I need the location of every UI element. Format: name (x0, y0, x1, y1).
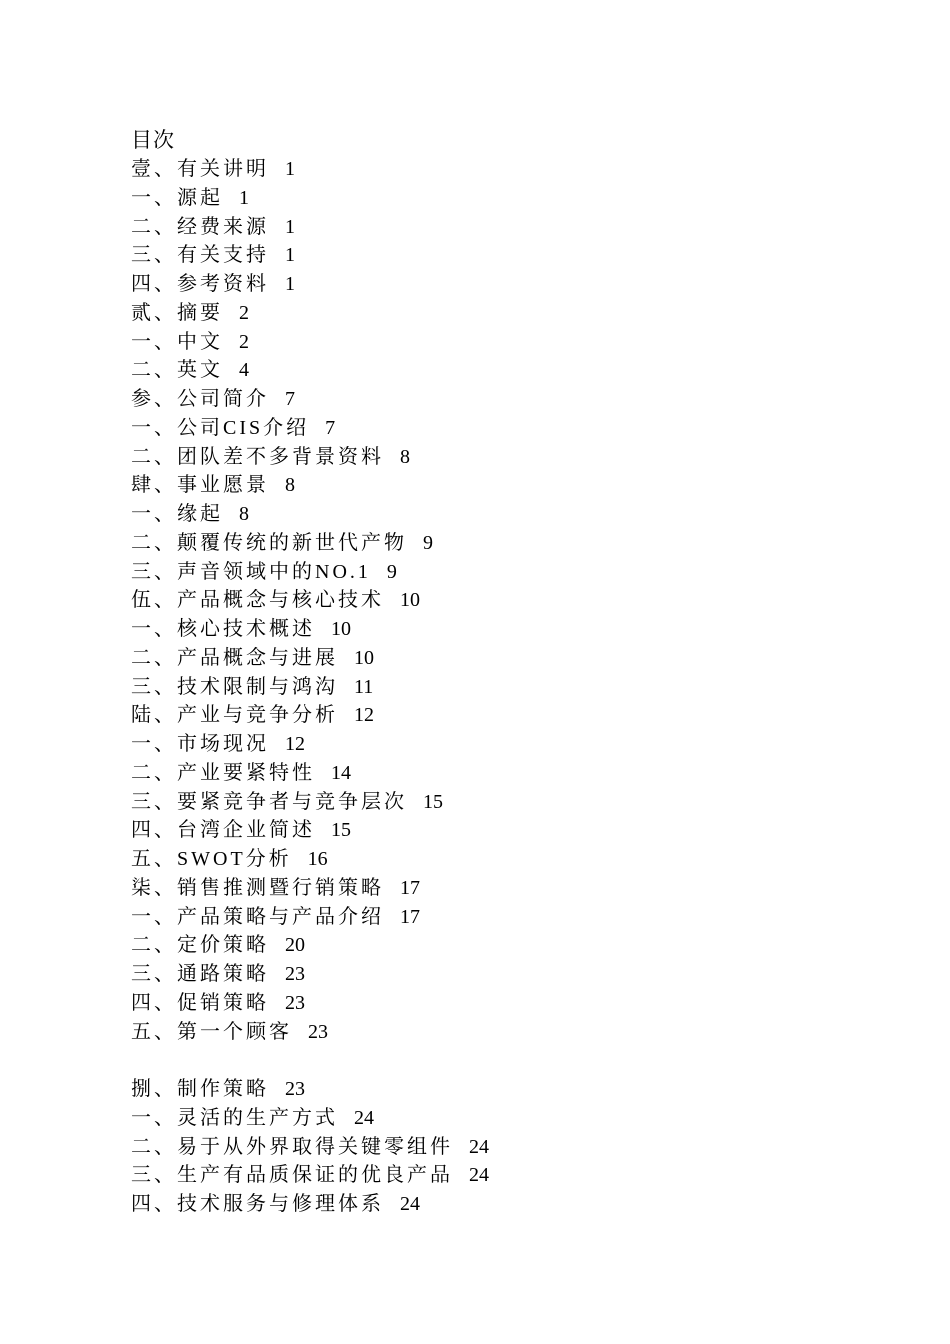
toc-entry-label: 陆、产业与竞争分析 (131, 704, 338, 727)
toc-entry (131, 989, 891, 1018)
toc-entry-label: 四、台湾企业简述 (131, 819, 315, 842)
toc-entry-spacer (315, 819, 331, 841)
toc-entry-spacer (292, 848, 308, 870)
toc-entry (131, 471, 891, 500)
toc-entry-page-number: 1 (285, 158, 295, 180)
toc-entry-label: 二、经费来源 (131, 215, 269, 238)
toc-entry (131, 1018, 891, 1047)
toc-entry-page-number: 24 (354, 1106, 374, 1129)
toc-entry-spacer (338, 704, 354, 726)
toc-entry-label: 四、技术服务与修理体系 (131, 1193, 384, 1215)
toc-entry-label: 二、英文 (131, 359, 223, 382)
toc-entry-spacer (269, 244, 285, 266)
toc-entry (131, 874, 891, 903)
toc-entry-label: 肆、事业愿景 (131, 474, 269, 497)
toc-entry (131, 558, 891, 587)
toc-entry (131, 673, 891, 702)
toc-entry-label: 一、中文 (131, 330, 223, 353)
toc-entry-spacer (371, 561, 387, 583)
toc-entry-page-number: 1 (239, 186, 249, 209)
toc-entry (131, 931, 891, 960)
toc-entries (131, 155, 891, 1219)
toc-entry-page-number: 9 (423, 531, 433, 554)
toc-entry (131, 328, 891, 357)
toc-entry (131, 903, 891, 932)
toc-entry-label: 三、生产有品质保证的优良产品 (131, 1164, 453, 1187)
toc-entry-page-number: 12 (285, 733, 305, 755)
toc-entry-page-number: 23 (285, 963, 305, 985)
toc-entry-spacer (223, 331, 239, 353)
toc-entry-label: 二、产品概念与进展 (131, 646, 338, 669)
toc-entry-page-number: 11 (354, 675, 374, 698)
toc-entry-spacer (338, 1107, 354, 1129)
toc-entry-label: 二、颠覆传统的新世代产物 (131, 531, 407, 554)
toc-entry-label: 一、灵活的生产方式 (131, 1106, 338, 1129)
toc-entry-spacer (269, 992, 285, 1014)
toc-entry-page-number: 2 (239, 301, 249, 324)
toc-entry-spacer (384, 877, 400, 899)
toc-entry (131, 759, 891, 788)
toc-entry-spacer (269, 733, 285, 755)
toc-entry-page-number: 10 (331, 618, 351, 640)
toc-entry-page-number: 10 (354, 646, 374, 669)
toc-entry (131, 270, 891, 299)
toc-entry (131, 1133, 891, 1162)
toc-entry-label: 三、声音领域中的NO.1 (131, 560, 371, 583)
toc-entry-label: 一、缘起 (131, 503, 223, 525)
toc-entry (131, 816, 891, 845)
toc-entry-label: 一、产品策略与产品介绍 (131, 905, 384, 928)
toc-entry-label: 三、通路策略 (131, 963, 269, 985)
toc-entry (131, 500, 891, 529)
toc-entry (131, 443, 891, 472)
toc-title: 目次 (131, 128, 175, 152)
table-of-contents (131, 126, 891, 1219)
toc-entry (131, 529, 891, 558)
toc-entry-spacer (315, 618, 331, 640)
toc-entry-label: 三、有关支持 (131, 244, 269, 267)
toc-entry-page-number: 24 (400, 1193, 420, 1215)
toc-entry-page-number: 4 (239, 359, 249, 382)
toc-entry-label: 二、易于从外界取得关键零组件 (131, 1135, 453, 1158)
toc-entry (131, 1161, 891, 1190)
toc-entry (131, 1075, 891, 1104)
toc-entry-spacer (269, 388, 285, 410)
toc-entry-label: 一、核心技术概述 (131, 618, 315, 640)
toc-entry-page-number: 15 (331, 819, 351, 842)
toc-entry-spacer (407, 791, 423, 813)
toc-entry-label: 四、促销策略 (131, 991, 269, 1014)
toc-entry-page-number: 1 (285, 244, 295, 267)
toc-entry-spacer (269, 963, 285, 985)
toc-entry-page-number: 23 (285, 1078, 305, 1100)
toc-entry-label: 捌、制作策略 (131, 1078, 269, 1100)
toc-entry-page-number: 15 (423, 790, 443, 813)
toc-entry-spacer (338, 676, 354, 698)
toc-entry (131, 701, 891, 730)
toc-entry (131, 1190, 891, 1219)
toc-entry-page-number: 8 (285, 474, 295, 497)
toc-entry-page-number: 8 (400, 445, 410, 468)
toc-entry-spacer (269, 158, 285, 180)
toc-entry-spacer (384, 446, 400, 468)
toc-entry (131, 299, 891, 328)
toc-entry-page-number: 9 (386, 560, 397, 583)
toc-entry-spacer (223, 187, 239, 209)
toc-entry-spacer (223, 302, 239, 324)
toc-entry-page-number: 8 (239, 503, 249, 525)
toc-entry (131, 615, 891, 644)
toc-entry (131, 586, 891, 615)
toc-entry-label: 参、公司简介 (131, 388, 269, 410)
toc-entry-label: 壹、有关讲明 (131, 158, 269, 180)
toc-entry (131, 730, 891, 759)
toc-entry-label: 二、产业要紧特性 (131, 761, 315, 784)
toc-entry-spacer (292, 1021, 308, 1043)
toc-entry-label: 一、市场现况 (131, 733, 269, 755)
toc-entry (131, 385, 891, 414)
toc-entry-label: 三、要紧竞争者与竞争层次 (131, 790, 407, 813)
toc-entry (131, 356, 891, 385)
toc-entry-label: 贰、摘要 (131, 301, 223, 324)
toc-entry-spacer (407, 532, 423, 554)
toc-entry (131, 213, 891, 242)
toc-entry (131, 960, 891, 989)
toc-entry-label: 五、SWOT分析 (131, 848, 292, 870)
toc-entry-page-number: 24 (469, 1164, 489, 1187)
toc-entry-page-number: 10 (400, 589, 420, 612)
toc-entry (131, 644, 891, 673)
toc-entry-page-number: 16 (307, 848, 328, 870)
toc-entry-spacer (269, 934, 285, 956)
toc-entry-page-number: 20 (285, 934, 305, 957)
toc-entry-label: 二、定价策略 (131, 934, 269, 957)
toc-entry-label: 五、第一个顾客 (131, 1020, 292, 1043)
toc-entry-label: 一、公司CIS介绍 (131, 416, 310, 439)
toc-entry-page-number: 23 (308, 1020, 328, 1043)
toc-entry-spacer (269, 1078, 285, 1100)
toc-entry (131, 155, 891, 184)
toc-entry-spacer (315, 762, 331, 784)
toc-entry (131, 414, 891, 443)
toc-entry-page-number: 17 (400, 905, 420, 928)
toc-entry-spacer (384, 589, 400, 611)
toc-entry-spacer (309, 417, 325, 439)
toc-entry-page-number: 23 (285, 991, 305, 1014)
toc-entry-label: 二、团队差不多背景资料 (131, 445, 384, 468)
toc-entry-label: 柒、销售推测暨行销策略 (131, 876, 384, 899)
toc-entry (131, 788, 891, 817)
toc-entry-label: 三、技术限制与鸿沟 (131, 675, 338, 698)
toc-entry-spacer (223, 359, 239, 381)
toc-entry-page-number: 7 (285, 388, 295, 410)
toc-entry-page-number: 1 (285, 215, 295, 238)
toc-entry-page-number: 7 (325, 416, 336, 439)
toc-entry-spacer (338, 647, 354, 669)
toc-entry (131, 845, 891, 874)
toc-entry-page-number: 24 (469, 1135, 489, 1158)
toc-entry-spacer (384, 1193, 400, 1215)
toc-entry-spacer (269, 273, 285, 295)
toc-entry-label: 一、源起 (131, 186, 223, 209)
toc-entry-page-number: 14 (331, 761, 351, 784)
toc-entry-spacer (223, 503, 239, 525)
toc-entry-label: 四、参考资料 (131, 273, 269, 295)
toc-entry-spacer (453, 1164, 469, 1186)
toc-entry-page-number: 12 (354, 704, 374, 727)
toc-entry-page-number: 1 (285, 273, 295, 295)
toc-entry-spacer (453, 1136, 469, 1158)
toc-entry-spacer (384, 906, 400, 928)
toc-entry-spacer (269, 216, 285, 238)
toc-entry-spacer (269, 474, 285, 496)
toc-entry (131, 1104, 891, 1133)
toc-entry-page-number: 17 (400, 876, 420, 899)
toc-entry-label: 伍、产品概念与核心技术 (131, 589, 384, 612)
toc-entry (131, 184, 891, 213)
toc-entry-page-number: 2 (239, 330, 249, 353)
toc-entry (131, 241, 891, 270)
